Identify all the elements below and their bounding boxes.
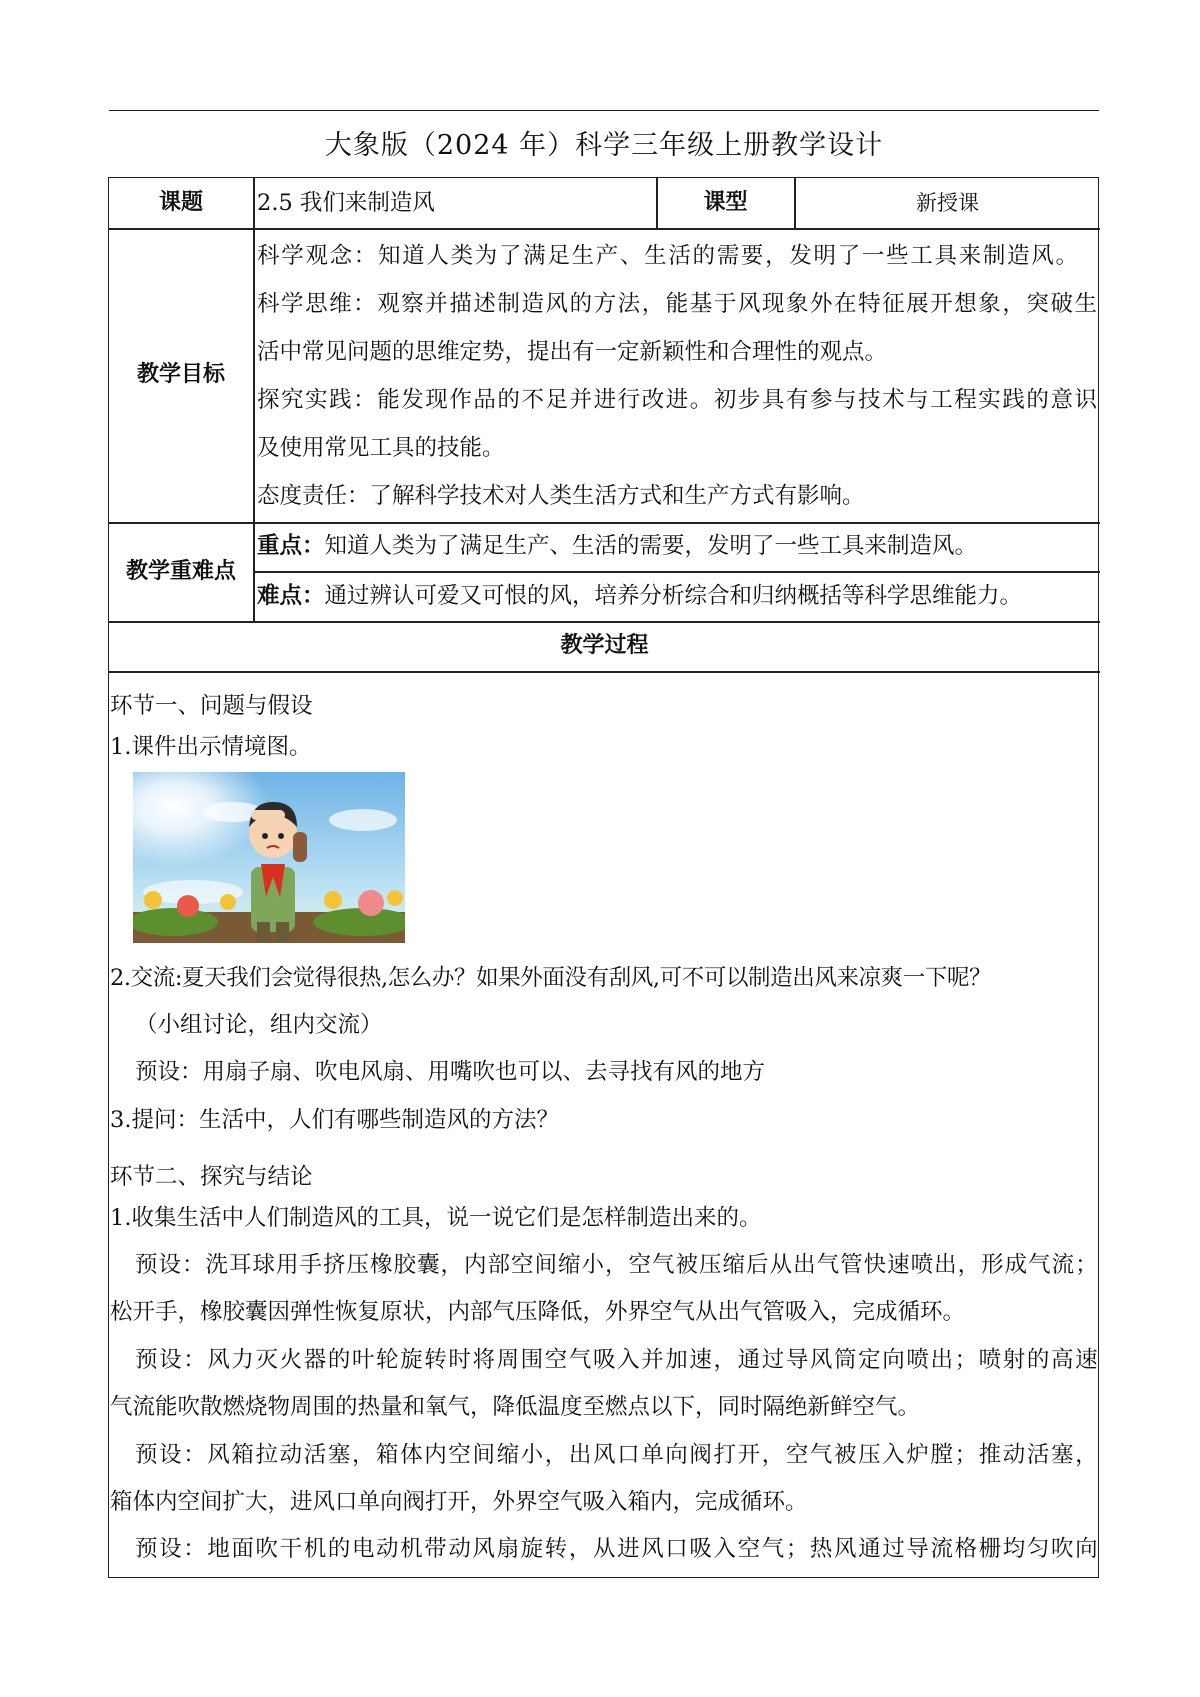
difficult-point-text: 通过辨认可爱又可恨的风，培养分析综合和归纳概括等科学思维能力。 xyxy=(324,583,1023,609)
section1-title: 环节一、问题与假设 xyxy=(110,693,313,719)
row-divider xyxy=(109,522,1100,524)
preset-paragraph-2-line-1: 预设：风力灭火器的叶轮旋转时将周围空气吸入并加速，通过导风筒定向喷出；喷射的高速 xyxy=(135,1347,1097,1373)
type-label: 课型 xyxy=(703,190,748,215)
section2-title: 环节二、探究与结论 xyxy=(110,1164,313,1190)
section1-item1: 1.课件出示情境图。 xyxy=(110,734,312,760)
type-value: 新授课 xyxy=(916,191,979,215)
boy-wiping-sweat-icon xyxy=(133,772,405,943)
objective-line: 科学观念：知道人类为了满足生产、生活的需要，发明了一些工具来制造风。 xyxy=(257,243,1078,269)
key-point-text: 知道人类为了满足生产、生活的需要，发明了一些工具来制造风。 xyxy=(324,533,978,559)
topic-value: 2.5 我们来制造风 xyxy=(257,190,435,216)
process-heading: 教学过程 xyxy=(560,633,649,658)
section1-item2-note: （小组讨论，组内交流） xyxy=(135,1012,383,1038)
difficult-point-label: 难点： xyxy=(257,583,325,609)
objective-line: 及使用常见工具的技能。 xyxy=(257,435,505,461)
section2-item1: 1.收集生活中人们制造风的工具，说一说它们是怎样制造出来的。 xyxy=(110,1205,762,1231)
preset-paragraph-1-line-1: 预设：洗耳球用手挤压橡胶囊，内部空间缩小，空气被压缩后从出气管快速喷出，形成气流； xyxy=(135,1252,1097,1278)
objectives-text xyxy=(257,232,1097,520)
scene-image xyxy=(133,772,405,943)
preset-paragraph-2-line-2: 气流能吹散燃烧物周围的热量和氧气，降低温度至燃点以下，同时隔绝新鲜空气。 xyxy=(110,1394,921,1420)
preset-paragraph-3-line-1: 预设：风箱拉动活塞，箱体内空间缩小，出风口单向阀打开，空气被压入炉膛；推动活塞， xyxy=(135,1442,1097,1468)
objective-line: 活中常见问题的思维定势，提出有一定新颖性和合理性的观点。 xyxy=(257,339,888,365)
document-title: 大象版（2024 年）科学三年级上册教学设计 xyxy=(324,130,884,161)
row-divider xyxy=(109,228,1100,230)
objective-line: 态度责任：了解科学技术对人类生活方式和生产方式有影响。 xyxy=(257,483,865,509)
preset-paragraph-1-line-2: 松开手，橡胶囊因弹性恢复原状，内部气压降低，外界空气从出气管吸入，完成循环。 xyxy=(110,1299,966,1325)
preset-paragraph-3-line-2: 箱体内空间扩大，进风口单向阀打开，外界空气吸入箱内，完成循环。 xyxy=(110,1489,808,1515)
section1-item2: 2.交流:夏天我们会觉得很热,怎么办？如果外面没有刮风,可不可以制造出风来凉爽一下呢？ xyxy=(110,965,992,991)
objective-line: 科学思维：观察并描述制造风的方法，能基于风现象外在特征展开想象，突破生 xyxy=(257,291,1097,317)
key-point-row xyxy=(257,531,977,561)
row-divider xyxy=(253,571,1100,573)
key-point-label: 重点： xyxy=(257,533,325,559)
section1-item3: 3.提问：生活中，人们有哪些制造风的方法？ xyxy=(110,1107,559,1133)
preset-paragraph-4-line-1: 预设：地面吹干机的电动机带动风扇旋转，从进风口吸入空气；热风通过导流格栅均匀吹向 xyxy=(135,1536,1097,1562)
top-rule xyxy=(109,110,1099,111)
objectives-label: 教学目标 xyxy=(136,362,225,387)
row-divider xyxy=(109,671,1100,673)
difficult-point-row xyxy=(257,581,1022,611)
column-divider xyxy=(253,178,255,621)
objective-line: 探究实践：能发现作品的不足并进行改进。初步具有参与技术与工程实践的意识 xyxy=(257,387,1097,413)
section1-item2-preset: 预设：用扇子扇、吹电风扇、用嘴吹也可以、去寻找有风的地方 xyxy=(135,1059,766,1085)
topic-label: 课题 xyxy=(158,190,203,215)
key-points-label: 教学重难点 xyxy=(125,559,236,584)
